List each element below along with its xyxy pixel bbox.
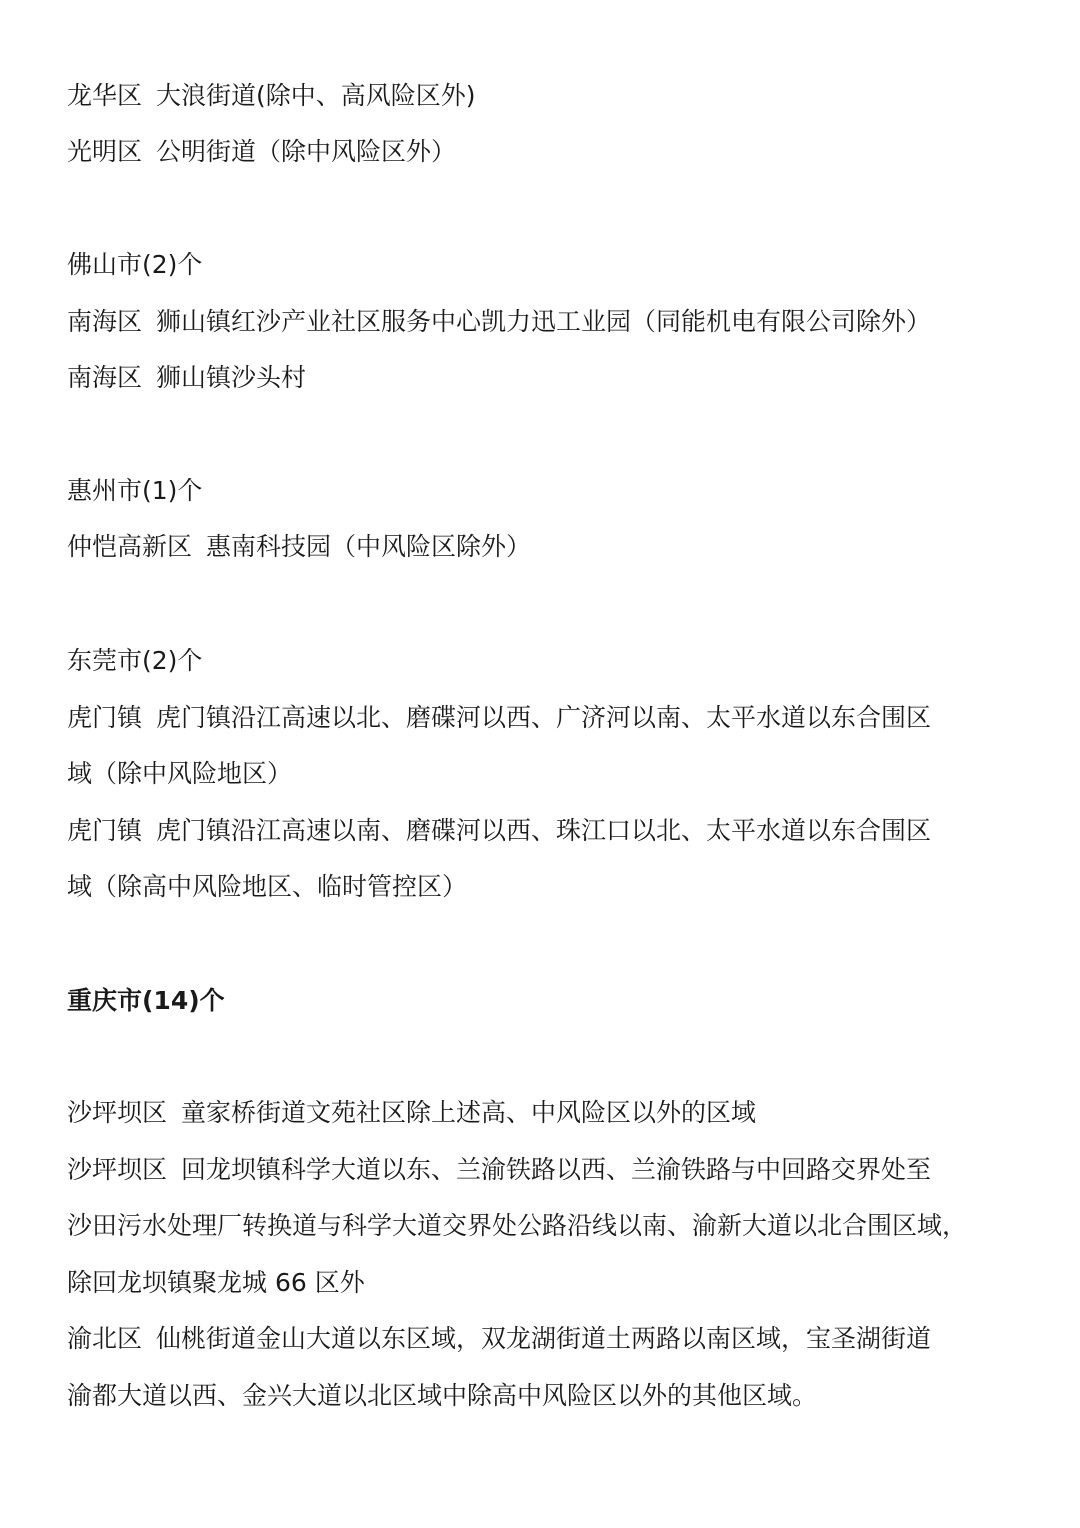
district-name: 南海区	[67, 363, 143, 392]
city-heading: 佛山市(2)个	[67, 250, 203, 279]
list-item	[67, 815, 1040, 847]
area-description: 狮山镇沙头村	[156, 363, 307, 392]
list-item	[67, 531, 1040, 563]
area-description: 惠南科技园（中风险区除外）	[206, 532, 532, 561]
district-name: 渝北区	[67, 1324, 143, 1353]
city-heading: 重庆市(14)个	[67, 986, 225, 1015]
list-item	[67, 1323, 1040, 1355]
area-description-continued: 除回龙坝镇聚龙城 66 区外	[67, 1268, 365, 1297]
list-item	[67, 136, 1040, 168]
city-heading: 惠州市(1)个	[67, 476, 203, 505]
area-description-continued: 域（除中风险地区）	[67, 759, 293, 788]
area-description-continued: 渝都大道以西、金兴大道以北区域中除高中风险区以外的其他区域。	[67, 1381, 818, 1410]
area-description: 虎门镇沿江高速以南、磨碟河以西、珠江口以北、太平水道以东合围区	[156, 816, 932, 845]
district-name: 虎门镇	[67, 816, 143, 845]
area-description: 大浪街道(除中、高风险区外)	[156, 81, 476, 110]
area-description: 狮山镇红沙产业社区服务中心凯力迅工业园（同能机电有限公司除外）	[156, 307, 932, 336]
district-name: 仲恺高新区	[67, 532, 193, 561]
area-description-continued: 沙田污水处理厂转换道与科学大道交界处公路沿线以南、渝新大道以北合围区域，	[67, 1211, 968, 1240]
list-item	[67, 1154, 1040, 1186]
area-description: 公明街道（除中风险区外）	[156, 137, 457, 166]
area-description: 仙桃街道金山大道以东区域，双龙湖街道土两路以南区域，宝圣湖街道	[156, 1324, 932, 1353]
district-name: 龙华区	[67, 81, 143, 110]
list-item	[67, 702, 1040, 734]
list-item	[67, 362, 1040, 394]
district-name: 光明区	[67, 137, 143, 166]
district-name: 沙坪坝区	[67, 1098, 168, 1127]
area-description-continued: 域（除高中风险地区、临时管控区）	[67, 872, 468, 901]
area-description: 虎门镇沿江高速以北、磨碟河以西、广济河以南、太平水道以东合围区	[156, 703, 932, 732]
city-heading: 东莞市(2)个	[67, 646, 203, 675]
list-item	[67, 80, 1040, 112]
list-item	[67, 306, 1040, 338]
area-description: 童家桥街道文苑社区除上述高、中风险区以外的区域	[181, 1098, 757, 1127]
district-name: 虎门镇	[67, 703, 143, 732]
list-item	[67, 1097, 1040, 1129]
district-name: 沙坪坝区	[67, 1155, 168, 1184]
district-name: 南海区	[67, 307, 143, 336]
area-description: 回龙坝镇科学大道以东、兰渝铁路以西、兰渝铁路与中回路交界处至	[181, 1155, 932, 1184]
